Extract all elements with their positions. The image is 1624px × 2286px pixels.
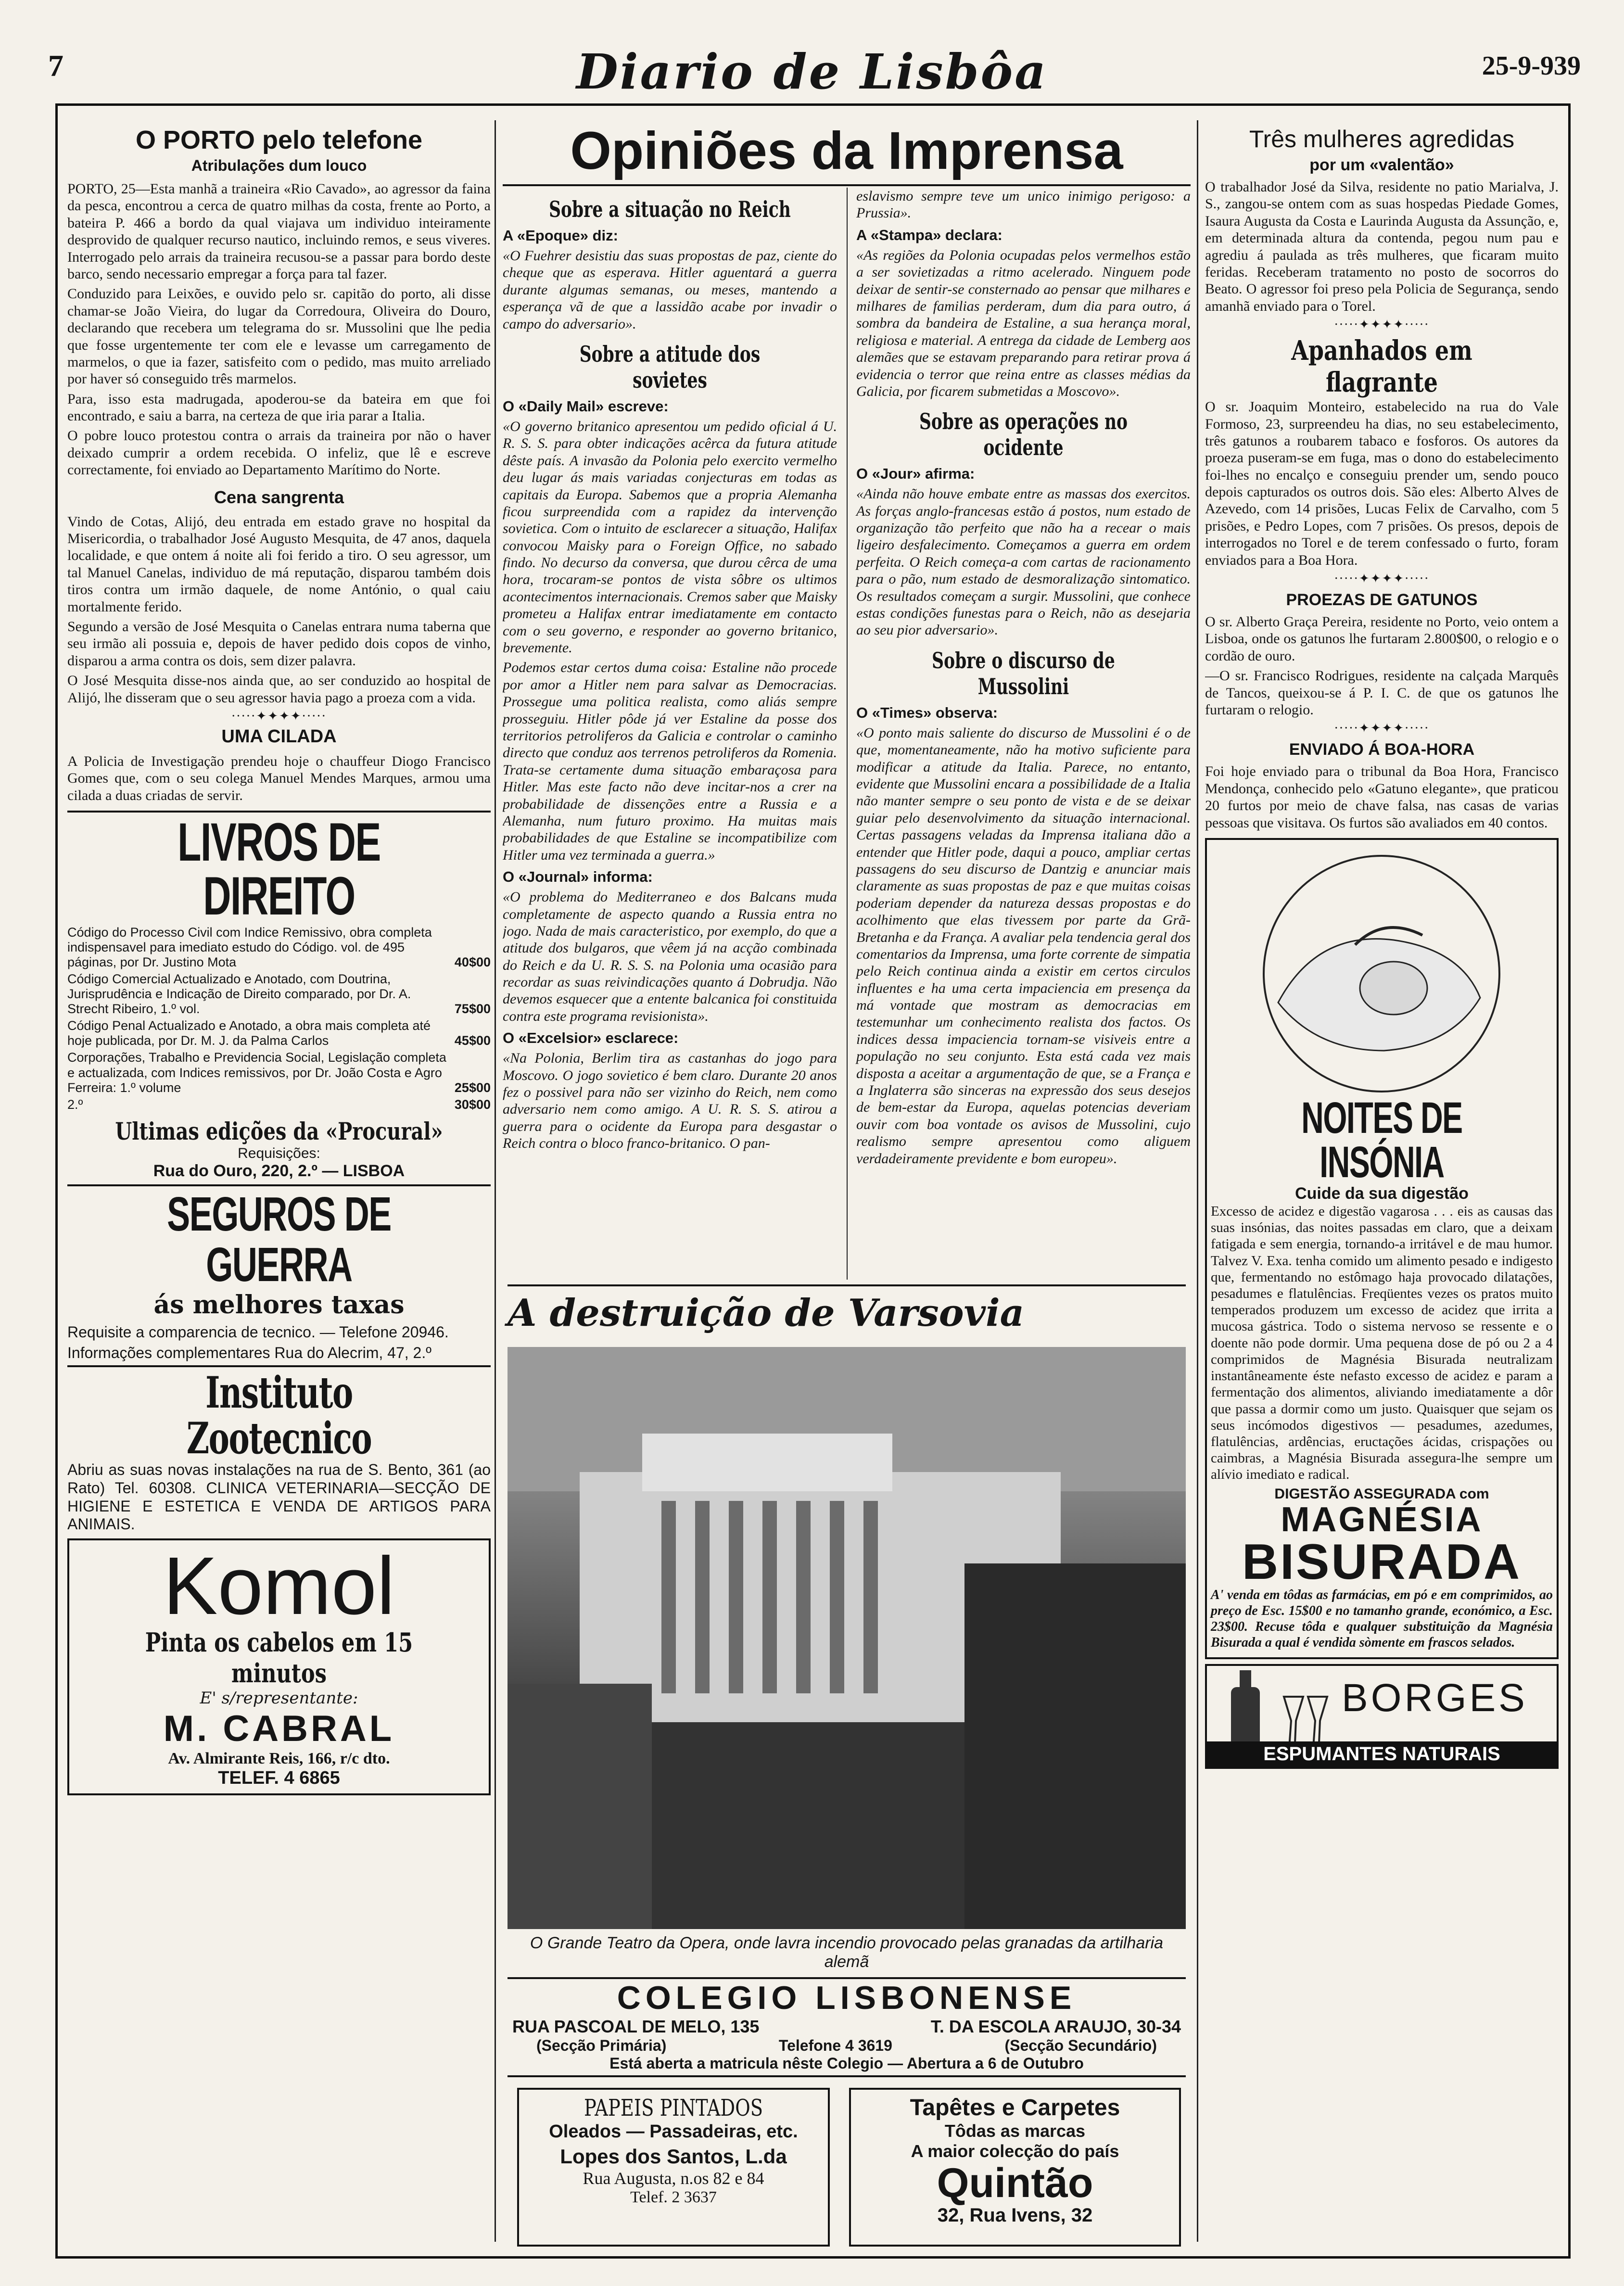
- boahora-headline: ENVIADO Á BOA-HORA: [1289, 740, 1475, 759]
- porto-subheadline: Atribulações dum louco: [191, 157, 367, 174]
- komol-address: Av. Almirante Reis, 166, r/c dto.: [168, 1750, 390, 1768]
- seguros-line: Informações complementares Rua do Alecrim, 47, 2.º: [67, 1344, 431, 1362]
- cena-paragraph: Vindo de Cotas, Alijó, deu entrada em estado grave no hospital da Misericordia, o trabalhador José Augusto Mesquita, de 47 anos, daquela localidade, e que ontem á noite ali foi ferido a tiro. O seu agressor, um tal Manuel Canelas, individuo de má reputação, disparou também dois tiros contra um irmão daquele, de nome António, o qual caiu mortalmente ferido.: [67, 513, 491, 615]
- zootec-text: Abriu as suas novas instalações na rua de S. Bento, 361 (ao Rato) Tel. 60308. CLINICA VETERINARIA—SECÇÃO DE HIGIENE E ESTETICA E VENDA DE ARTIGOS PARA ANIMAIS.: [67, 1461, 491, 1533]
- borges-sub: ESPUMANTES NATURAIS: [1207, 1741, 1557, 1767]
- colegio-ad: [508, 1977, 1186, 2077]
- colegio-name: COLEGIO LISBONENSE: [617, 1980, 1077, 2016]
- colegio-addr2: T. DA ESCOLA ARAUJO, 30-34: [930, 2017, 1181, 2036]
- livros-item: [67, 972, 491, 1016]
- porto-paragraph: Para, isso esta madrugada, apoderou-se da bateira em que foi encontrado, e saiu a barra, na certeza de que iria parar a Italia.: [67, 391, 491, 424]
- insonia-paragraph: Excesso de acidez e digestão vagarosa . . . eis as causas das suas insónias, das noites passadas em claro, que a deixam fatigada e sem energia, tornando-a irritável e de mau humor. Talvez V. Exa. tenha comido um alimento pesado e indigesto que, fermentando no estômago haja provocado dilatações, pesadumes e flatulências. Freqüentes vezes os pratos muito temperados produzem um excesso de acidez que irrita a mucosa gástrica. Todo o sistema nervoso se ressente e o doente não pode dormir. Uma pequena dose de pó ou 2 a 4 comprimidos de Magnésia Bisurada neutralizam instantâneamente éste nefasto excesso de acidez e param a fermentação dos alimentos, aliviando imediatamente a dôr que passa a dormir como um justo. Quaisquer que sejam os seus incómodos digestivos — pesadumes, azedumes, flatulências, ardências, eructações ácidas, crispações ou caimbras, a Magnésia Bisurada assegura-lhe sempre um alívio imediato e radical.: [1211, 1203, 1553, 1483]
- livros-item-price: 40$00: [454, 955, 491, 970]
- cena-headline: Cena sangrenta: [214, 487, 344, 507]
- quote-paragraph: eslavismo sempre teve um unico inimigo perigoso: a Prussia».: [856, 188, 1191, 221]
- seguros-title: SEGUROS DE GUERRA: [167, 1187, 391, 1292]
- left-column: [67, 106, 491, 2256]
- livros-item-text: Código Penal Actualizado e Anotado, a obra mais completa até hoje publicada, por Dr. M. J. da Palma Carlos: [67, 1018, 431, 1048]
- livros-address: Rua do Ouro, 220, 2.º — LISBOA: [153, 1161, 405, 1180]
- porto-paragraph: Conduzido para Leixões, e ouvido pelo sr. capitão do porto, ali disse chamar-se João Vieira, do lugar da Corredoura, Oliveira do Douro, declarando que recebera um telegrama do sr. Mussolini que lhe pedia que fosse urgentemente ter com ele e levasse um carregamento de marmelos, o que ia fazer, satisfeito com o pedido, mas muito arreliado por haver só conseguido três marmelos.: [67, 286, 491, 387]
- bisurada-tag: DIGESTÃO ASSEGURADA com: [1274, 1486, 1489, 1502]
- column-rule: [1197, 120, 1198, 2242]
- livros-ad: [67, 811, 491, 1181]
- livros-item: [67, 1097, 491, 1112]
- porto-paragraph: PORTO, 25—Esta manhã a traineira «Rio Cavado», ao agressor da faina da pesca, encontrou a cerca de quatro milhas da costa, frente ao Porto, a bateira P. 466 a bordo da qual viajava um individuo inteiramente desprovido de qualquer recurso nautico, incluindo remos, e seus viveres. Interrogado pelo arrais da traineira recusou-se a passar para bordo deste barco, sendo necessario empregar a força para tal fazer.: [67, 181, 491, 282]
- borges-ad: [1205, 1664, 1559, 1769]
- seguros-line: Requisite a comparencia de tecnico. — Telefone 20946.: [67, 1323, 449, 1341]
- bisurada-ad: [1205, 838, 1559, 1659]
- flagrante-headline: Apanhados em flagrante: [1291, 335, 1472, 399]
- livros-list: [67, 925, 491, 1112]
- livros-footer: Ultimas edições da «Procural»: [115, 1117, 443, 1145]
- source-heading: O «Jour» afirma:: [856, 465, 975, 483]
- quintao-sub2: A maior colecção do país: [911, 2141, 1119, 2161]
- cena-paragraph: Segundo a versão de José Mesquita o Canelas entrara numa taberna que seu irmão ali possuia e, depois de haver pedido dois copos de vinho, disparou a arma contra os dois, sem dizer palavra.: [67, 618, 491, 669]
- photo-caption: O Grande Teatro da Opera, onde lavra incendio provocado pelas granadas da artilharia alemã: [530, 1934, 1164, 1971]
- quote-paragraph: «Na Polonia, Berlim tira as castanhas do jogo para Moscovo. O jogo sovietico é bem claro. Durante 20 anos fez o possivel para não ser vizinho do Reich, nem como adversario nem como amigo. A U. R. S. S. atirou a guerra para o ocidente da Europa para desgastar o Reich contra o bloco franco-britanico. O pan-: [503, 1050, 837, 1152]
- colegio-tel: Telefone 4 3619: [778, 2037, 892, 2054]
- column-rule: [495, 120, 496, 2242]
- seguros-ad: [67, 1184, 491, 1363]
- cena-paragraph: O José Mesquita disse-nos ainda que, ao ser conduzido ao hospital de Alijó, lhe disseram que o seu agressor havia pago a proeza com a vida.: [67, 673, 491, 706]
- colegio-sec1: (Secção Primária): [536, 2037, 667, 2054]
- ornament-divider: ·····✦✦✦✦·····: [1334, 572, 1430, 586]
- porto-paragraph: O pobre louco protestou contra o arrais da traineira por não o haver deixado cumprir a ordem recebida. O infeliz, que lê e escreve correctamente, foi enviado ao Departamento Marítimo do Norte.: [67, 428, 491, 478]
- komol-ad: [67, 1538, 491, 1795]
- source-heading: O «Excelsior» esclarece:: [503, 1029, 679, 1047]
- proezas-headline: PROEZAS DE GATUNOS: [1286, 591, 1478, 610]
- section-heading: Sobre a situação no Reich: [549, 196, 791, 222]
- livros-item: [67, 925, 491, 970]
- komol-rep: E' s/representante:: [200, 1689, 358, 1708]
- papeis-ad: [517, 2088, 830, 2247]
- komol-slogan: Pinta os cabelos em 15 minutos: [145, 1627, 413, 1689]
- livros-item-price: 25$00: [454, 1080, 491, 1095]
- right-column: [1205, 106, 1559, 2256]
- livros-item-price: 30$00: [454, 1097, 491, 1112]
- boahora-paragraph: Foi hoje enviado para o tribunal da Boa Hora, Francisco Mendonça, conhecido pelo «Gatuno elegante», que praticou 20 furtos por meio de chave falsa, nas casas de varias pessoas que visitava. Os furtos são avaliados em 40 contos.: [1205, 763, 1559, 831]
- issue-date: 25-9-939: [1482, 51, 1581, 81]
- source-heading: O «Times» observa:: [856, 704, 998, 721]
- quote-paragraph: «As regiões da Polonia ocupadas pelos vermelhos estão a ser sovietizadas a ritmo acelerado. Ninguem pode deixar de sentir-se consternado ao pensar que milhares e milhares de familias perderam, dum dia para outro, á sombra da bandeira de Estaline, a sua herança moral, religiosa e material. A entrega da cidade de Lemberg aos alemães que se estavam preparando para retirar prova á evidencia o terror que reina entre as classes médias da Galicia, por ficarem submetidas a Moscovo».: [856, 247, 1191, 399]
- center-column: [503, 106, 1191, 2256]
- page-frame: [55, 103, 1571, 2259]
- insonia-title: NOITES DE INSÓNIA: [1301, 1093, 1462, 1187]
- source-heading: A «Stampa» declara:: [856, 226, 1002, 243]
- livros-requisicoes: Requisições:: [238, 1145, 320, 1161]
- mulheres-headline: Três mulheres agredidas: [1249, 126, 1515, 152]
- seguros-subtitle: ás melhores taxas: [153, 1290, 405, 1320]
- livros-item-text: Código Comercial Actualizado e Anotado, com Doutrina, Jurisprudência e Indicação de Direito comparado, por Dr. A. Strecht Ribeiro, 1.º vol.: [67, 972, 411, 1016]
- papeis-tel: Telef. 2 3637: [630, 2188, 717, 2206]
- opinioes-right: [856, 188, 1191, 1280]
- source-heading: O «Daily Mail» escreve:: [503, 397, 669, 415]
- masthead: [0, 29, 1624, 101]
- colegio-sec2: (Secção Secundário): [1004, 2037, 1157, 2054]
- section-heading: Sobre o discurso de Mussolini: [932, 647, 1115, 699]
- quintao-brand: Quintão: [937, 2160, 1093, 2206]
- sleeping-woman-illustration: [1211, 844, 1552, 1094]
- column-rule: [847, 188, 848, 1280]
- colegio-notice: Está aberta a matricula nêste Colegio — Abertura a 6 de Outubro: [609, 2055, 1084, 2072]
- photo-headline: A destruição de Varsovia: [508, 1284, 1186, 1335]
- cilada-paragraph: A Policia de Investigação prendeu hoje o chauffeur Diogo Francisco Gomes que, com o seu colega Manuel Mendes Marques, armou uma cilada a duas criadas de servir.: [67, 753, 491, 803]
- cilada-headline: UMA CILADA: [221, 726, 337, 747]
- papeis-name: Lopes dos Santos, L.da: [560, 2145, 787, 2168]
- livros-item: [67, 1050, 491, 1095]
- quote-paragraph: «O problema do Mediterraneo e dos Balcans muda completamente de aspecto quando a Russia entra no jogo. Nada de mais caracteristico, por exemplo, do que a atitude dos bulgaros, que vêem já na acção combinada do Reich e da U. R. S. S. na Polonia uma ocasião para recordar as suas reivindicações quanto á Dobrudja. Não devemos esquecer que a entente balcanica foi constituida contra este programa revisionista».: [503, 889, 837, 1024]
- opinioes-headline: Opiniões da Imprensa: [503, 120, 1191, 186]
- livros-item-price: 45$00: [454, 1033, 491, 1048]
- quintao-sub1: Tôdas as marcas: [944, 2121, 1086, 2141]
- source-heading: O «Journal» informa:: [503, 868, 653, 886]
- livros-item-text: Código do Processo Civil com Indice Remissivo, obra completa indispensavel para imediato estudo do Código. vol. de 495 páginas, por Dr. Justino Mota: [67, 925, 432, 970]
- livros-item-text: Corporações, Trabalho e Previdencia Social, Legislação completa e actualizada, com Indices remissivos, por Dr. João Costa e Agro Ferreira: 1.º volume: [67, 1050, 446, 1095]
- papeis-title: PAPEIS PINTADOS: [584, 2095, 763, 2121]
- newspaper-title: Diario de Lisbôa: [576, 43, 1048, 100]
- livros-item-price: 75$00: [454, 1002, 491, 1016]
- section-heading: Sobre a atitude dos sovietes: [579, 341, 761, 393]
- opera-photo: [508, 1347, 1186, 1929]
- quote-paragraph: Podemos estar certos duma coisa: Estaline não procede por amor a Hitler nem para salvar as Democracias. Prossegue uma politica realista, como aliás sempre prosseguiu. Hitler pôde já ver Estaline da posse dos territorios petroliferos da Galicia e controlar o caminho directo que conduz aos terrenos petroliferos da Romenia. Trata-se certamente duma situação embaraçosa para Hitler. Mas este facto não deve incitar-nos a crer na probabilidade de dissenções entre a Russia e a Alemanha, num futuro proximo. Ha muitas mais probabilidades de que Estaline se incompatibilize com Hitler uma vez terminada a guerra.»: [503, 660, 837, 863]
- ornament-divider: ·····✦✦✦✦·····: [1334, 721, 1430, 736]
- quote-paragraph: «Ainda não houve embate entre as massas dos exercitos. As forças anglo-francesas estão á postos, num estado de organização tão perfeito que não ha a recear o mais ligeiro desfalecimento. Começamos a guerra em ordem perfeita. O Reich começa-a com cartas de racionamento para o pão, num estado de desmoralização sintomatico. Os resultados começam a surgir. Mussolini, que conhece estas condições funestas para o Reich, não as desejaria ao seu pior adversario».: [856, 486, 1191, 638]
- quintao-addr: 32, Rua Ivens, 32: [937, 2205, 1093, 2226]
- ornament-divider: ·····✦✦✦✦·····: [231, 709, 327, 724]
- zootec-ad: [67, 1365, 491, 1534]
- proezas-paragraph: O sr. Alberto Graça Pereira, residente no Porto, veio ontem a Lisboa, onde os gatunos lhe furtaram 2.800$00, o relogio e o cordão de ouro.: [1205, 614, 1559, 664]
- komol-name: M. CABRAL: [163, 1708, 395, 1750]
- papeis-addr: Rua Augusta, n.os 82 e 84: [583, 2169, 764, 2188]
- page-number: 7: [48, 49, 63, 83]
- borges-brand: BORGES: [1342, 1676, 1528, 1720]
- quintao-title: Tapêtes e Carpetes: [910, 2095, 1120, 2121]
- insonia-sub: Cuide da sua digestão: [1295, 1184, 1469, 1203]
- section-heading: Sobre as operações no ocidente: [919, 408, 1128, 461]
- porto-headline: O PORTO pelo telefone: [135, 126, 423, 154]
- mulheres-sub: por um «valentão»: [1309, 156, 1454, 174]
- ornament-divider: ·····✦✦✦✦·····: [1334, 318, 1430, 332]
- quote-paragraph: «O governo britanico apresentou um pedido oficial á U. R. S. S. para obter indicações acêrca da futura atitude dêste país. A invasão da Polonia pelo exercito vermelho deu lugar ás mais variadas conjecturas em todas as capitais da Europa. Sabemos que a propria Alemanha ficou surpreendida com a rapidez da intervenção sovietica. Com o intuito de esclarecer a situação, Halifax convocou Maisky para o Foreign Office, no sabado findo. No decurso da conversa, que durou cêrca de uma hora, trocaram-se pontos de vista sôbre os ultimos acontecimentos internacionais. Cremos saber que Maisky prometeu a Halifax entrar imediatamente em contacto com o seu governo, e responder ao governo britanico, brevemente.: [503, 418, 837, 656]
- quote-paragraph: «O ponto mais saliente do discurso de Mussolini é o de que, momentaneamente, não ha motivo suficiente para modificar a atitude da Italia. Parece, no entanto, evidente que Mussolini encara a possibilidade de a Italia não manter sempre o seu ponto de vista e de se deixar guiar pelo desenvolvimento da situação internacional. Certas passagens veladas da Imprensa italiana dão a entender que Hitler pode, daqui a pouco, ampliar certas passagens do seu discurso de Dantzig e anunciar mais claramente as suas propostas de paz e que muitas coisas poderiam depender da natureza dessas propostas e do acolhimento que elas tivessem por parte da Grã-Bretanha e da França. A avaliar pela tendencia geral dos comentarios da Imprensa, uma forte corrente de simpatia pelo Reich continua ainda a existir em certos circulos influentes e ha uma certa impaciencia em presença da má vontade que mostram as democracias em testemunhar um conhecimento realista dos factos. Os indices dessa impaciencia tornam-se visiveis entre a população no seu conjunto. Esta está cada vez mais disposta a aceitar a argumentação de que, se a França e a Inglaterra são sinceras na expressão dos seus desejos de bem-estar da Europa, aquelas potencias deveriam ouvir com boa vontade os avisos de Mussolini, cujo realismo sempre apresentou como aliguem verdadeiramente previdente e bom europeu».: [856, 724, 1191, 1167]
- bisurada-brand1: MAGNÉSIA: [1281, 1500, 1483, 1539]
- bisurada-brand2: BISURADA: [1242, 1534, 1522, 1590]
- bisurada-sale: A' venda em tôdas as farmácias, em pó e em comprimidos, ao preço de Esc. 15$00 e no tamanho grande, económico, a Esc. 23$00. Recuse tôda e qualquer substituição da Magnésia Bisurada a qual é vendida sòmente em frascos selados.: [1211, 1587, 1553, 1650]
- papeis-sub: Oleados — Passadeiras, etc.: [549, 2121, 798, 2142]
- zootec-title: Instituto Zootecnico: [186, 1367, 372, 1464]
- mulheres-paragraph: O trabalhador José da Silva, residente no patio Marialva, J. S., zangou-se ontem com as suas hospedas Piedade Gomes, Isaura Augusta da Costa e Laurinda Augusta da Assunção, e, em determinada altura da contenda, pegou num pau e agrediu á paulada as três mulheres, que ficaram muito feridas. Receberam tratamento no posto de socorros do Beato. O agressor foi preso pela Policia de Segurança, sendo amanhã enviado para o Torel.: [1205, 179, 1559, 314]
- flagrante-paragraph: O sr. Joaquim Monteiro, estabelecido na rua do Vale Formoso, 23, surpreendeu ha dias, no seu estabelecimento, três gatunos a roubarem tabaco e fosforos. Os autores da proeza puseram-se em fuga, mas o dono do estabelecimento foi-lhes no encalço e conseguiu prender um, sendo pouco depois capturados os outros dois. São eles: Alberto Alves de Azevedo, com 14 prisões, Lucas Felix de Carvalho, com 5 prisões, e Pedro Lopes, com 7 prisões. Os presos, depois de interrogados no Torel e de terem confessado o furto, foram enviados para a Boa Hora.: [1205, 399, 1559, 568]
- opinioes-left: [503, 188, 837, 1280]
- colegio-addr1: RUA PASCOAL DE MELO, 135: [512, 2017, 760, 2036]
- livros-item: [67, 1018, 491, 1048]
- livros-title: LIVROS DE DIREITO: [178, 812, 381, 927]
- proezas-paragraph: —O sr. Francisco Rodrigues, residente na calçada Marquês de Tancos, queixou-se á P. I. C. de que os gatunos lhe furtaram o relogio.: [1205, 668, 1559, 718]
- komol-brand: Komol: [163, 1540, 395, 1632]
- quote-paragraph: «O Fuehrer desistiu das suas propostas de paz, ciente do cheque que as esperava. Hitler aguentará a guerra durante algumas semanas, ou meses, mantendo a esperança vã de que a lassidão acabe por invadir o campo do adversario».: [503, 248, 837, 332]
- komol-phone: TELEF. 4 6865: [218, 1768, 340, 1789]
- quintao-ad: [849, 2088, 1181, 2247]
- source-heading: A «Epoque» diz:: [503, 227, 618, 244]
- livros-item-text: 2.º: [67, 1097, 83, 1112]
- opera-building-image: [508, 1347, 1186, 1929]
